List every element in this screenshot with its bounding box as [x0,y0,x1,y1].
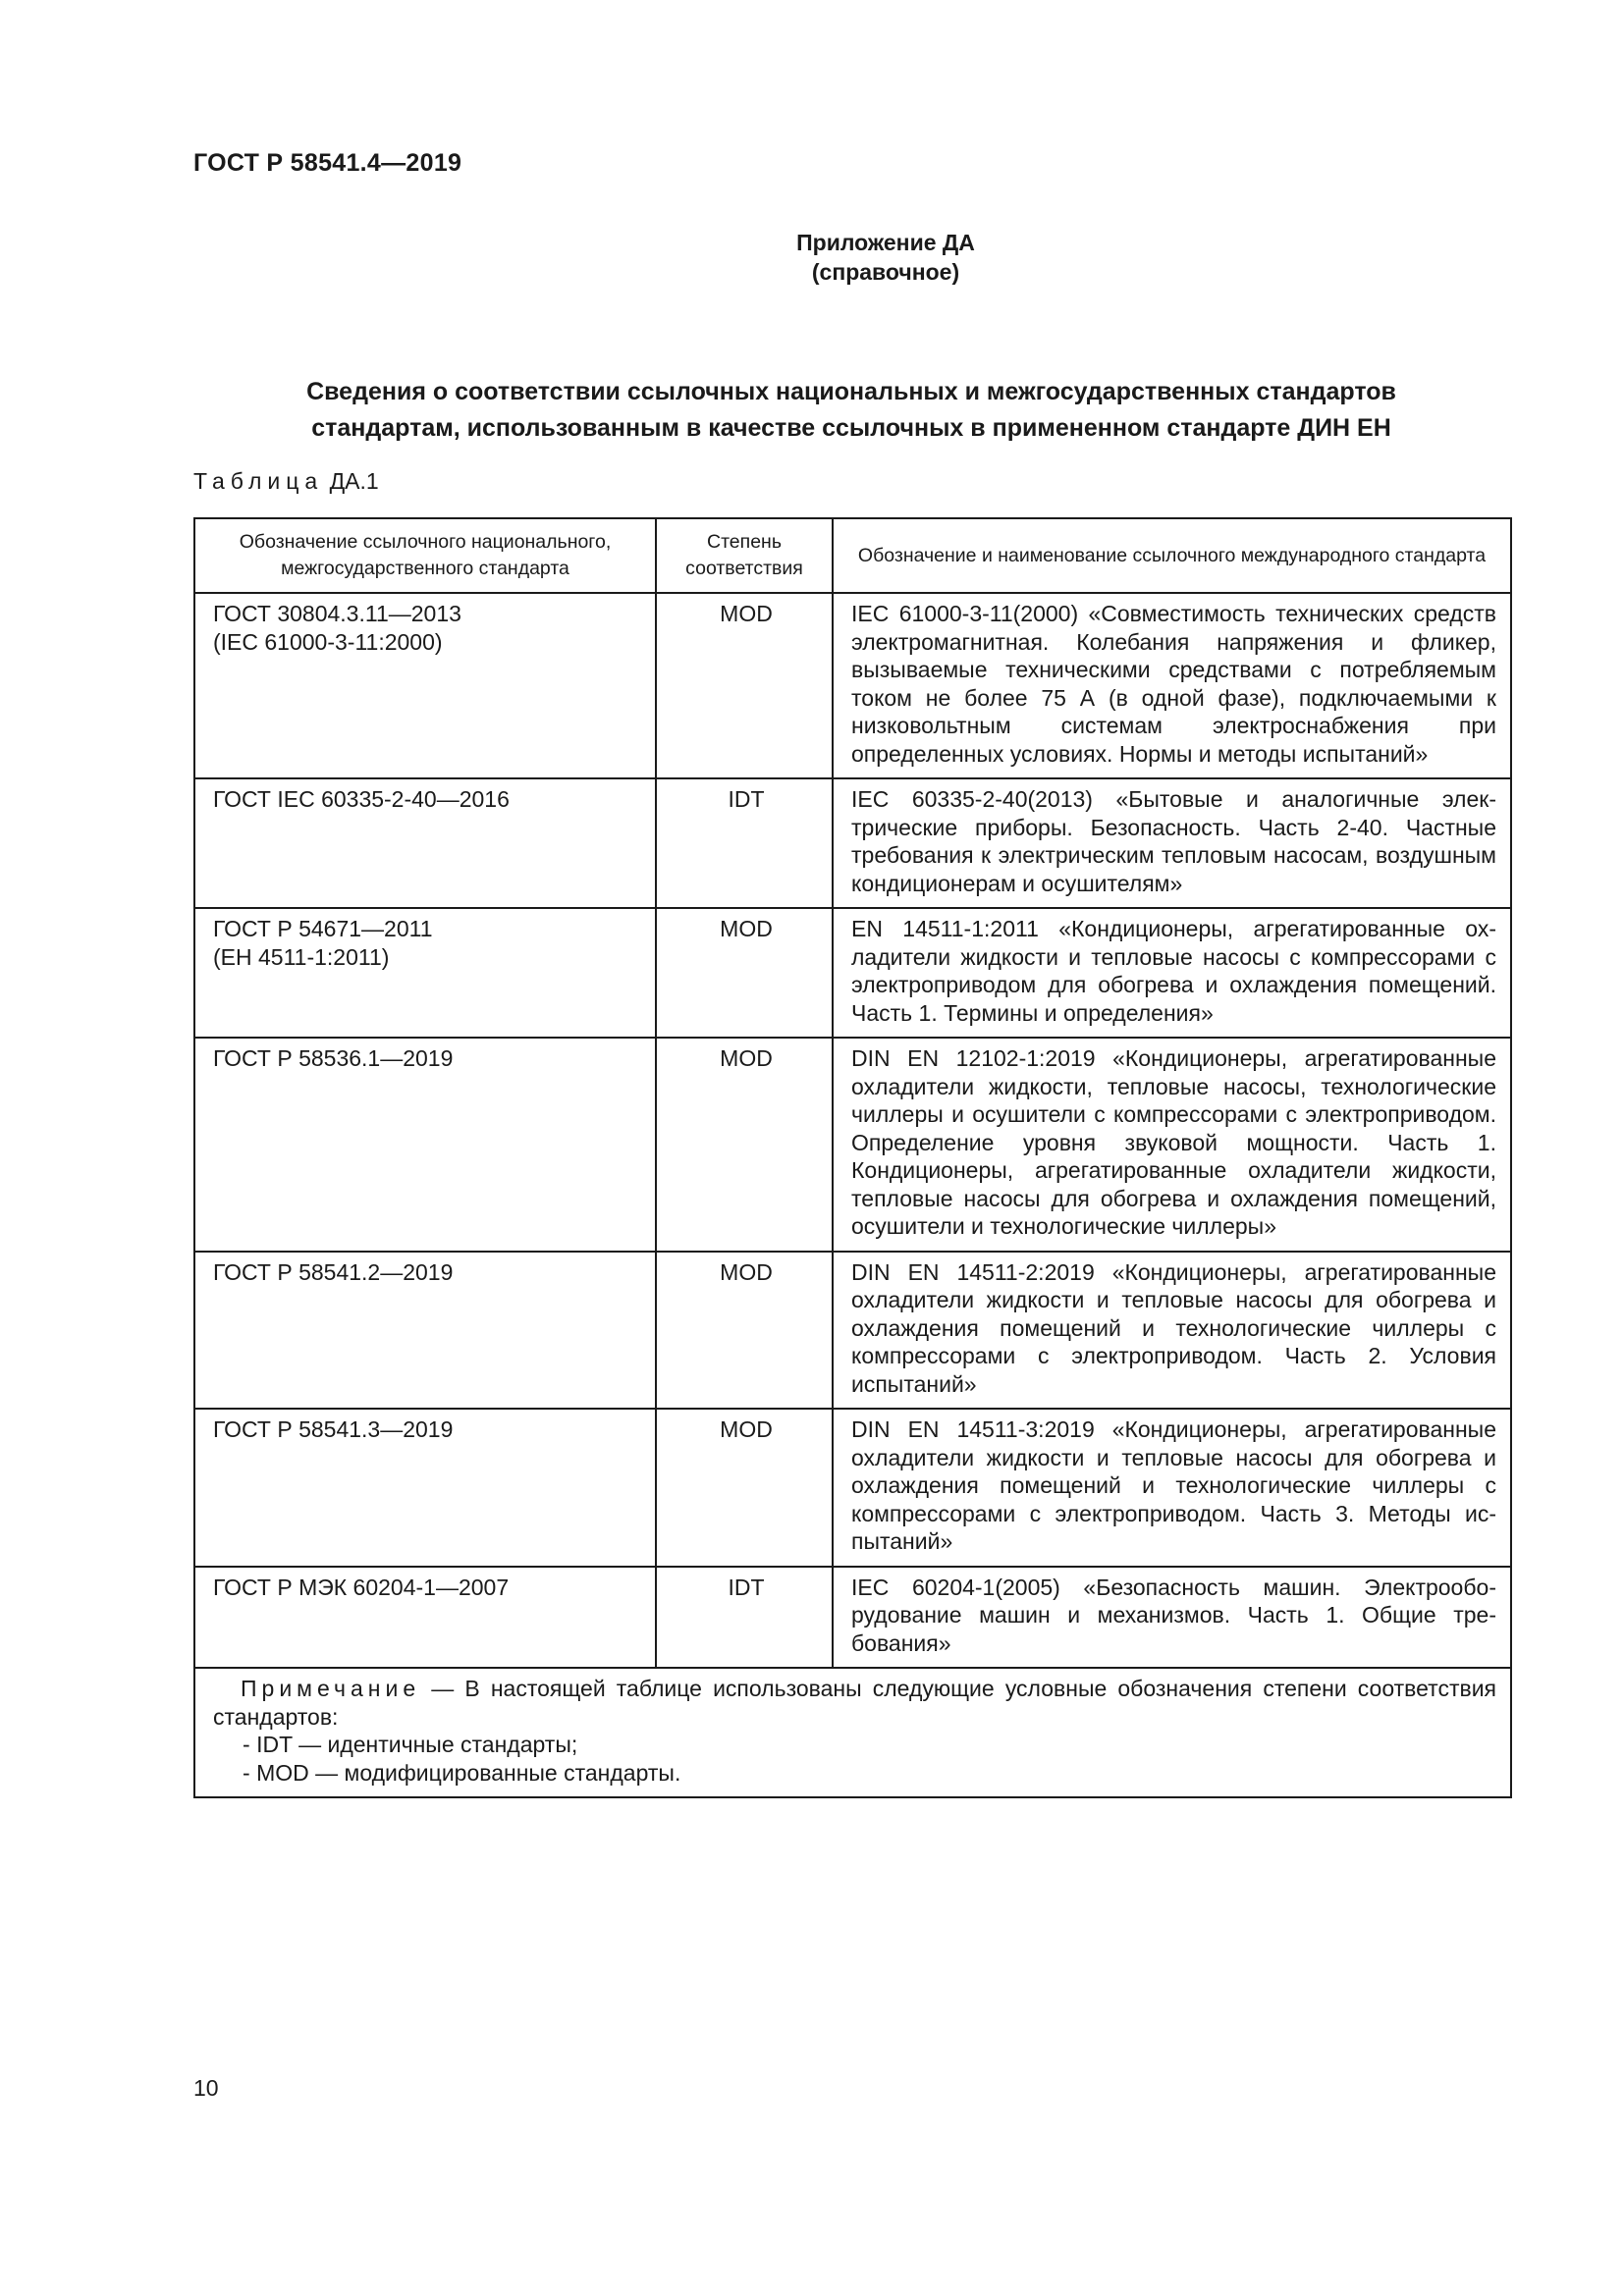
heading-line-2: стандартам, использованным в качестве ссылочных в примененном стандарте ДИН ЕН [311,414,1391,442]
standards-table [193,517,1512,1798]
national-standard-code: ГОСТ 30804.3.11—2013 [213,601,461,626]
column-header-national: Обозначение ссылочного национального, межгосударственного стандарта [194,518,656,593]
table-row [194,1252,1511,1410]
table-row [194,1409,1511,1567]
national-standard-code: ГОСТ Р 58541.3—2019 [213,1416,454,1442]
international-standard-cell: DIN EN 14511-3:2019 «Кондиционеры, агрегатированные охладители жидкости и тепловые насосы для обогрева и охлаждения помещений и технологические чиллеры с компрессорами с электроприводом. Часть 3. Методы испытаний» [833,1409,1511,1567]
table-caption [193,468,379,495]
degree-cell: MOD [656,1252,833,1410]
note-list [213,1731,1496,1787]
page-number: 10 [193,2075,219,2101]
document-code: ГОСТ Р 58541.4—2019 [193,149,462,177]
degree-cell: MOD [656,1038,833,1252]
note-list-item: - IDT — идентичные стандарты; [243,1731,1496,1759]
appendix-title: Приложение ДА [796,230,975,255]
table-row [194,778,1511,908]
degree-cell: IDT [656,1567,833,1669]
column-header-international: Обозначение и наименование ссылочного международного стандарта [833,518,1511,593]
note-text [213,1675,1496,1731]
appendix-title-block [0,228,1624,287]
table-caption-number: ДА.1 [329,468,379,494]
national-standard-code: ГОСТ Р 58536.1—2019 [213,1045,454,1071]
table-row [194,1567,1511,1669]
national-standard-cell [194,1252,656,1410]
international-standard-cell: EN 14511-1:2011 «Кондиционеры, агрегатированные охладители жидкости и тепловые насосы с компрессорами с электроприводом для обогрева и охлаждения помещений. Часть 1. Термины и определения» [833,908,1511,1038]
international-standard-cell: DIN EN 12102-1:2019 «Кондиционеры, агрегатированные охладители жидкости, тепловые насосы, технологические чиллеры и осушители с компрессорами с электроприводом. Определение уровня звуковой мощности. Часть 1. Кондиционеры, агрегатированные охладители жидкости, тепловые насосы для обогрева и охлаждения помещений, осушители и технологические чиллеры» [833,1038,1511,1252]
column-header-degree: Степень соответствия [656,518,833,593]
national-standard-cell [194,778,656,908]
national-standard-cell [194,593,656,778]
international-standard-cell: IEC 60335-2-40(2013) «Бытовые и аналогичные электрические приборы. Безопасность. Часть 2-40. Частные требования к электрическим тепловым насосам, воздушным кондиционерам и осушителям» [833,778,1511,908]
national-standard-cell [194,1409,656,1567]
national-standard-cell [194,908,656,1038]
national-standard-ref: (ЕН 4511-1:2011) [213,943,390,970]
national-standard-code: ГОСТ Р МЭК 60204-1—2007 [213,1574,510,1600]
international-standard-cell: DIN EN 14511-2:2019 «Кондиционеры, агрегатированные охладители жидкости и тепловые насосы для обогрева и охлаждения помещений и технологические чиллеры с компрессорами с электроприводом. Часть 2. Условия испытаний» [833,1252,1511,1410]
degree-cell: MOD [656,908,833,1038]
table-header-row [194,518,1511,593]
table-caption-label: Таблица [193,468,324,494]
degree-cell: IDT [656,778,833,908]
national-standard-code: ГОСТ IEC 60335-2-40—2016 [213,786,510,812]
table-row [194,908,1511,1038]
table-note-row [194,1668,1511,1797]
national-standard-ref: (IEC 61000-3-11:2000) [213,628,443,655]
section-heading [193,374,1509,447]
national-standard-cell [194,1038,656,1252]
national-standard-code: ГОСТ Р 58541.2—2019 [213,1258,454,1285]
note-body: — В настоящей таблице использованы следующие условные обозначения степени соответствия стандартов: [213,1676,1496,1730]
appendix-subtitle: (справочное) [811,259,960,285]
table-row [194,1038,1511,1252]
heading-line-1: Сведения о соответствии ссылочных национальных и межгосударственных стандартов [306,378,1396,405]
degree-cell: MOD [656,1409,833,1567]
international-standard-cell: IEC 61000-3-11(2000) «Совместимость технических средств электромагнитная. Колебания напряжения и фликер, вызываемые техническими средствами с потребляемым током не более 75 А (в одной фазе), подключаемыми к низковольтным системам электроснабжения при определенных условиях. Нормы и методы испытаний» [833,593,1511,778]
national-standard-code: ГОСТ Р 54671—2011 [213,916,433,941]
note-list-item: - MOD — модифицированные стандарты. [243,1759,1496,1788]
international-standard-cell: IEC 60204-1(2005) «Безопасность машин. Электрооборудование машин и механизмов. Часть 1. Общие требования» [833,1567,1511,1669]
national-standard-cell [194,1567,656,1669]
degree-cell: MOD [656,593,833,778]
note-label: Примечание [241,1676,421,1701]
table-row [194,593,1511,778]
table-note [194,1668,1511,1797]
